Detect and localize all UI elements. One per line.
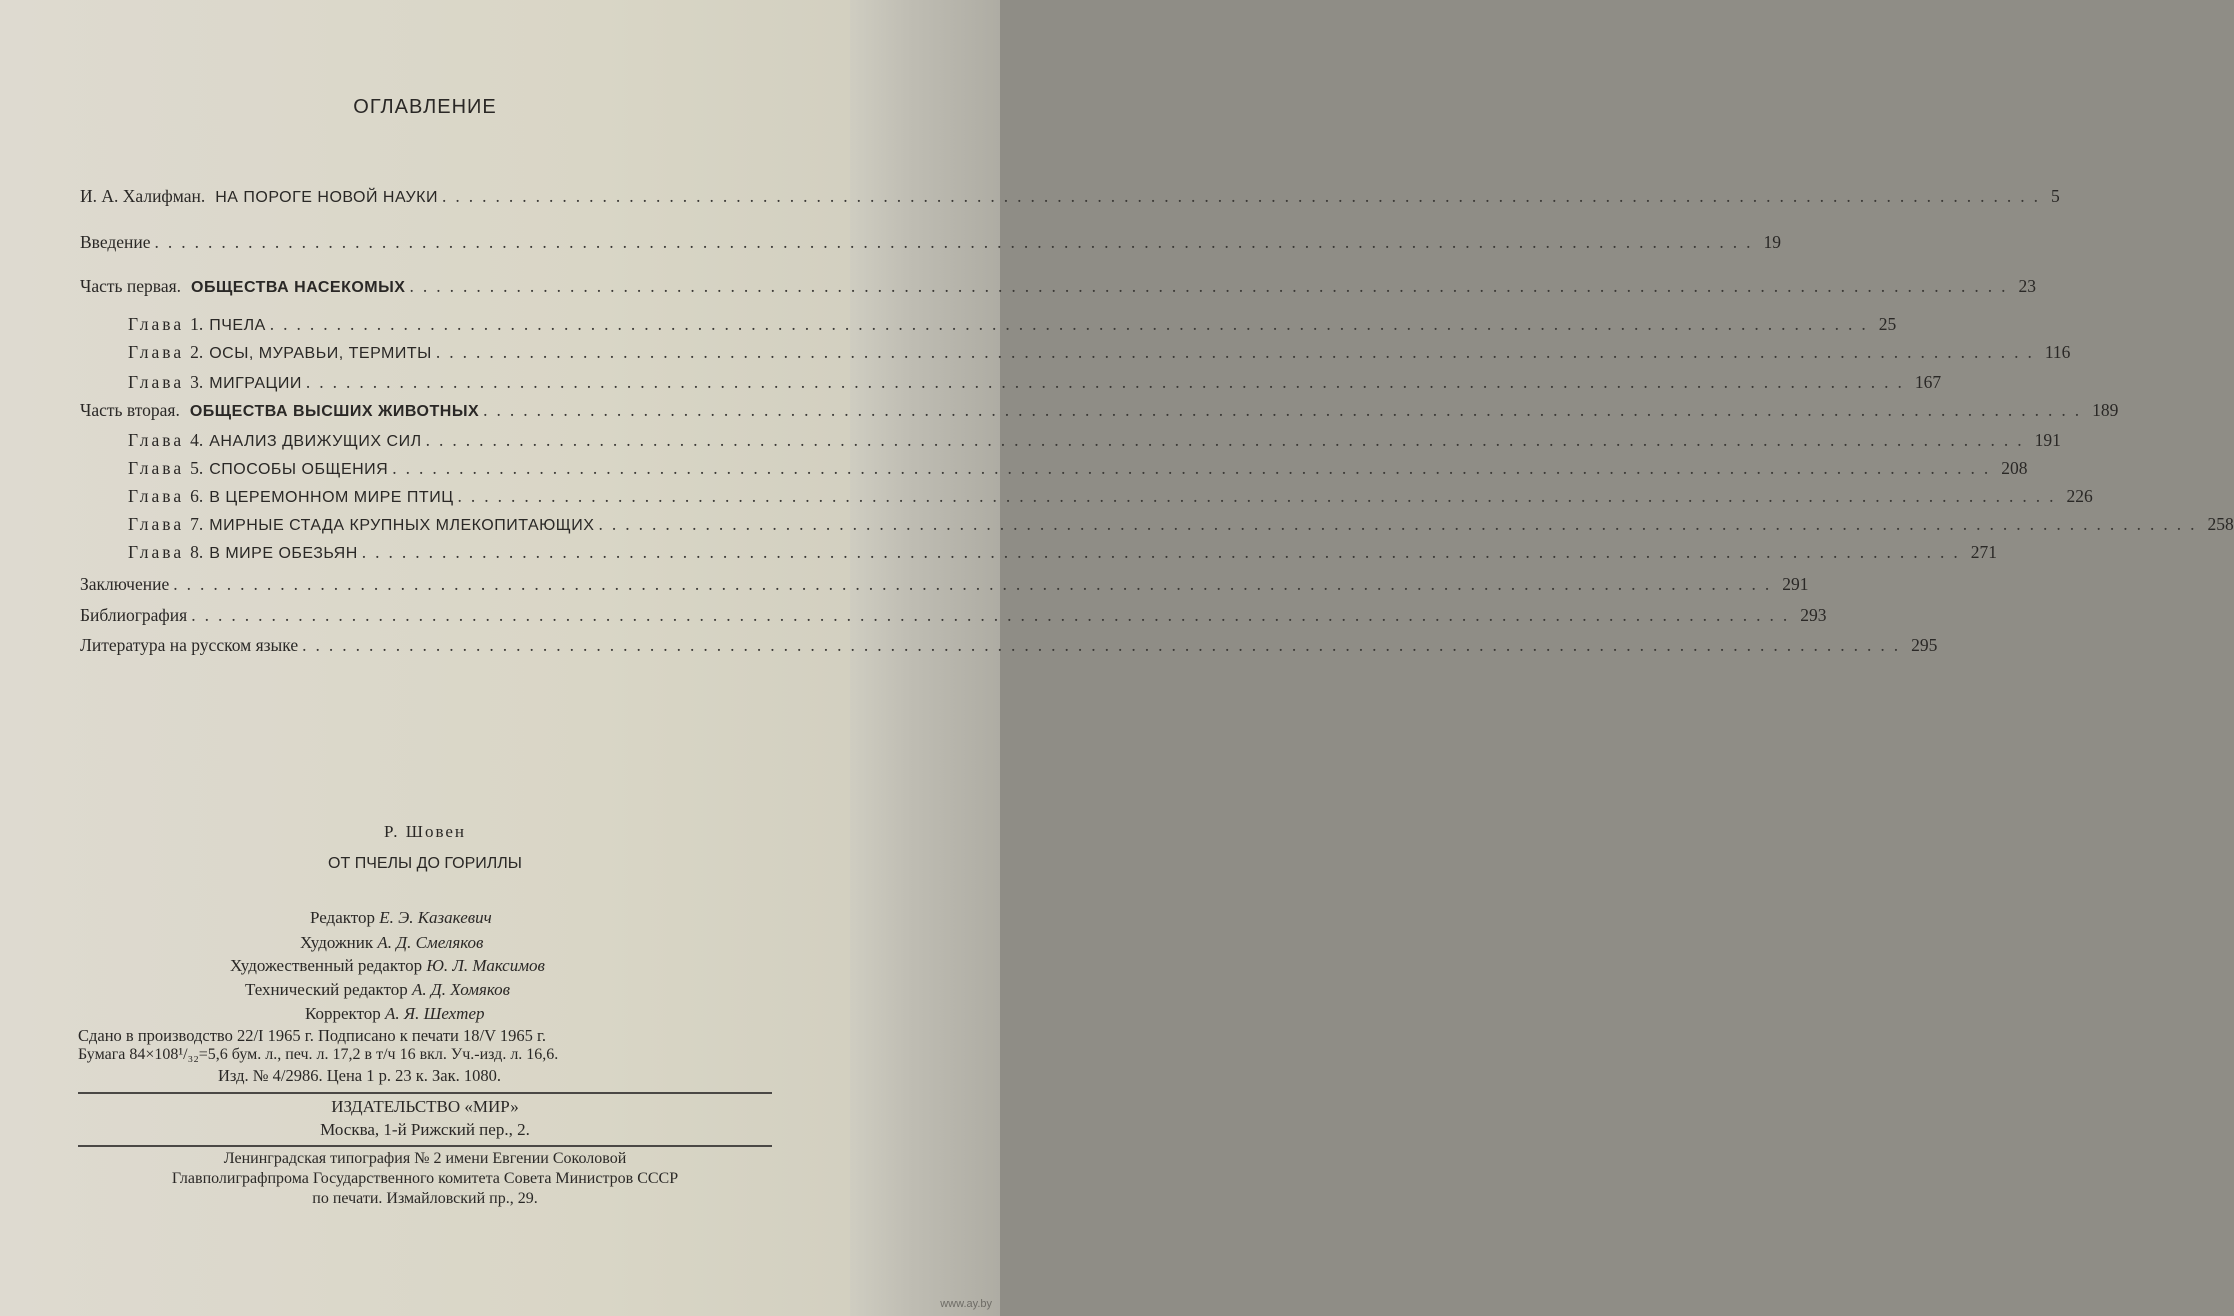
toc-page-number: 208 [2001, 458, 2028, 478]
toc-entry [128, 372, 1942, 393]
toc-page-number: 167 [1914, 372, 1942, 392]
toc-entry [80, 605, 1827, 626]
toc-leader-dots: ........................................................................................................................ [441, 186, 2047, 206]
toc-page-number: 258 [2207, 514, 2234, 534]
toc-entry-title: МИГРАЦИИ [209, 375, 302, 392]
watermark: www.ay.by [940, 1298, 992, 1310]
toc-entry-title: АНАЛИЗ ДВИЖУЩИХ СИЛ [209, 433, 422, 450]
toc-entry-title: ОСЫ, МУРАВЬИ, ТЕРМИТЫ [209, 345, 432, 362]
toc-page-number: 25 [1878, 314, 1897, 334]
toc-page-number: 293 [1800, 605, 1827, 625]
toc-entry-prefix: Заключение [80, 574, 170, 594]
editor-name: Е. Э. Казакевич [379, 908, 492, 927]
toc-entry [128, 542, 1998, 563]
toc-entry [80, 400, 2119, 421]
toc-entry-title: МИРНЫЕ СТАДА КРУПНЫХ МЛЕКОПИТАЮЩИХ [209, 517, 595, 534]
toc-entry-prefix: Глава [128, 430, 185, 450]
toc-entry-title: ОБЩЕСТВА ВЫСШИХ ЖИВОТНЫХ [189, 403, 480, 420]
toc-entry-number: 1. [190, 314, 204, 334]
toc-entry-prefix: Глава [128, 342, 185, 362]
publisher: ИЗДАТЕЛЬСТВО «МИР» [331, 1097, 519, 1116]
toc-page-number: 23 [2018, 276, 2036, 296]
artist-name: А. Д. Смеляков [377, 933, 484, 952]
editor-line [310, 908, 492, 928]
toc-leader-dots: ........................................................................................................................ [425, 430, 2031, 450]
toc-page-number: 271 [1970, 542, 1998, 562]
toc-entry-prefix: Часть первая. [80, 276, 182, 296]
toc-leader-dots: ........................................................................................................................ [154, 232, 1760, 252]
toc-page-number: 116 [2044, 342, 2071, 362]
toc-entry-title: ПЧЕЛА [209, 317, 266, 334]
toc-leader-dots: ........................................................................................................................ [191, 605, 1797, 625]
toc-leader-dots: ........................................................................................................................ [435, 342, 2041, 362]
toc-page-number: 226 [2066, 486, 2093, 506]
proofreader-label: Корректор [305, 1004, 381, 1023]
tech-editor-line [245, 980, 510, 1000]
toc-entry [128, 342, 2071, 363]
toc-entry-prefix: И. А. Халифман. [80, 186, 206, 206]
publisher-address: Москва, 1-й Рижский пер., 2. [320, 1120, 530, 1139]
toc-entry-number: 7. [190, 514, 204, 534]
toc-entry-number: 8. [190, 542, 204, 562]
toc-entry-prefix: Глава [128, 372, 185, 392]
toc-page-number: 5 [2050, 186, 2060, 206]
tech-editor-name: А. Д. Хомяков [412, 980, 511, 999]
artist-line [300, 933, 483, 953]
toc-entry-prefix: Глава [128, 486, 185, 506]
toc-leader-dots: ........................................................................................................................ [269, 314, 1875, 334]
toc-entry-title: НА ПОРОГЕ НОВОЙ НАУКИ [215, 189, 438, 206]
toc-entry-number: 3. [190, 372, 204, 392]
toc-entry [80, 574, 1809, 595]
toc-entry [128, 486, 2093, 507]
author: Р. Шовен [383, 822, 467, 841]
toc-entry [128, 430, 2061, 451]
art-editor-label: Художественный редактор [230, 956, 423, 975]
toc-entry-prefix: Глава [128, 514, 185, 534]
toc-entry [80, 232, 1782, 253]
toc-page-number: 19 [1763, 232, 1782, 252]
toc-entry [128, 314, 1897, 335]
toc-leader-dots: ........................................................................................................................ [302, 635, 1908, 655]
toc-leader-dots: ........................................................................................................................ [361, 542, 1967, 562]
toc-leader-dots: ........................................................................................................................ [457, 486, 2063, 506]
toc-page-number: 291 [1782, 574, 1809, 594]
toc-entry [128, 514, 2234, 535]
toc-entry [80, 276, 2036, 297]
order-line: Изд. № 4/2986. Цена 1 р. 23 к. Зак. 1080. [218, 1066, 501, 1085]
proofreader-name: А. Я. Шехтер [385, 1004, 485, 1023]
toc-leader-dots: ........................................................................................................................ [483, 400, 2089, 420]
toc-entry-prefix: Введение [80, 232, 151, 252]
art-editor-name: Ю. Л. Максимов [426, 956, 545, 975]
toc-page-number: 295 [1911, 635, 1938, 655]
toc-entry-title: ОБЩЕСТВА НАСЕКОМЫХ [191, 279, 406, 296]
production-line: Сдано в производство 22/I 1965 г. Подписано к печати 18/V 1965 г. [78, 1026, 546, 1045]
toc-leader-dots: ........................................................................................................................ [392, 458, 1998, 478]
toc-title: ОГЛАВЛЕНИЕ [353, 96, 497, 118]
toc-entry-prefix: Библиография [80, 605, 188, 625]
toc-entry-title: В ЦЕРЕМОННОМ МИРЕ ПТИЦ [209, 489, 454, 506]
toc-leader-dots: ........................................................................................................................ [409, 276, 2015, 296]
proofreader-line [305, 1004, 485, 1024]
toc-entry-prefix: Глава [128, 542, 185, 562]
toc-entry-number: 5. [190, 458, 204, 478]
toc-entry-number: 2. [190, 342, 204, 362]
toc-entry-title: В МИРЕ ОБЕЗЬЯН [209, 545, 358, 562]
printer-line-3: по печати. Измайловский пр., 29. [312, 1190, 538, 1207]
toc-leader-dots: ........................................................................................................................ [305, 372, 1911, 392]
toc-entry-number: 6. [190, 486, 204, 506]
toc-leader-dots: ........................................................................................................................ [173, 574, 1779, 594]
toc-entry-prefix: Глава [128, 314, 185, 334]
printer-line-2: Главполиграфпрома Государственного комитета Совета Министров СССР [171, 1170, 679, 1187]
toc-entry [80, 635, 1938, 656]
paper-line: Бумага 84×108¹/₃₂=5,6 бум. л., печ. л. 17,2 в т/ч 16 вкл. Уч.-изд. л. 16,6. [78, 1046, 559, 1063]
tech-editor-label: Технический редактор [245, 980, 408, 999]
toc-leader-dots: ........................................................................................................................ [598, 514, 2204, 534]
toc-page-number: 191 [2034, 430, 2061, 450]
toc-entry-prefix: Часть вторая. [80, 400, 180, 420]
toc-entry [80, 186, 2060, 207]
printer-line-1: Ленинградская типография № 2 имени Евгении Соколовой [223, 1150, 627, 1167]
editor-label: Редактор [310, 908, 375, 927]
toc-entry-number: 4. [190, 430, 204, 450]
divider-1 [78, 1092, 772, 1094]
toc-entry-title: СПОСОБЫ ОБЩЕНИЯ [209, 461, 389, 478]
toc-entry-prefix: Глава [128, 458, 185, 478]
artist-label: Художник [300, 933, 374, 952]
toc-page-number: 189 [2092, 400, 2119, 420]
divider-2 [78, 1145, 772, 1147]
book-title: ОТ ПЧЕЛЫ ДО ГОРИЛЛЫ [328, 855, 522, 872]
toc-entry [128, 458, 2028, 479]
art-editor-line [230, 956, 545, 976]
toc-entry-prefix: Литература на русском языке [80, 635, 299, 655]
